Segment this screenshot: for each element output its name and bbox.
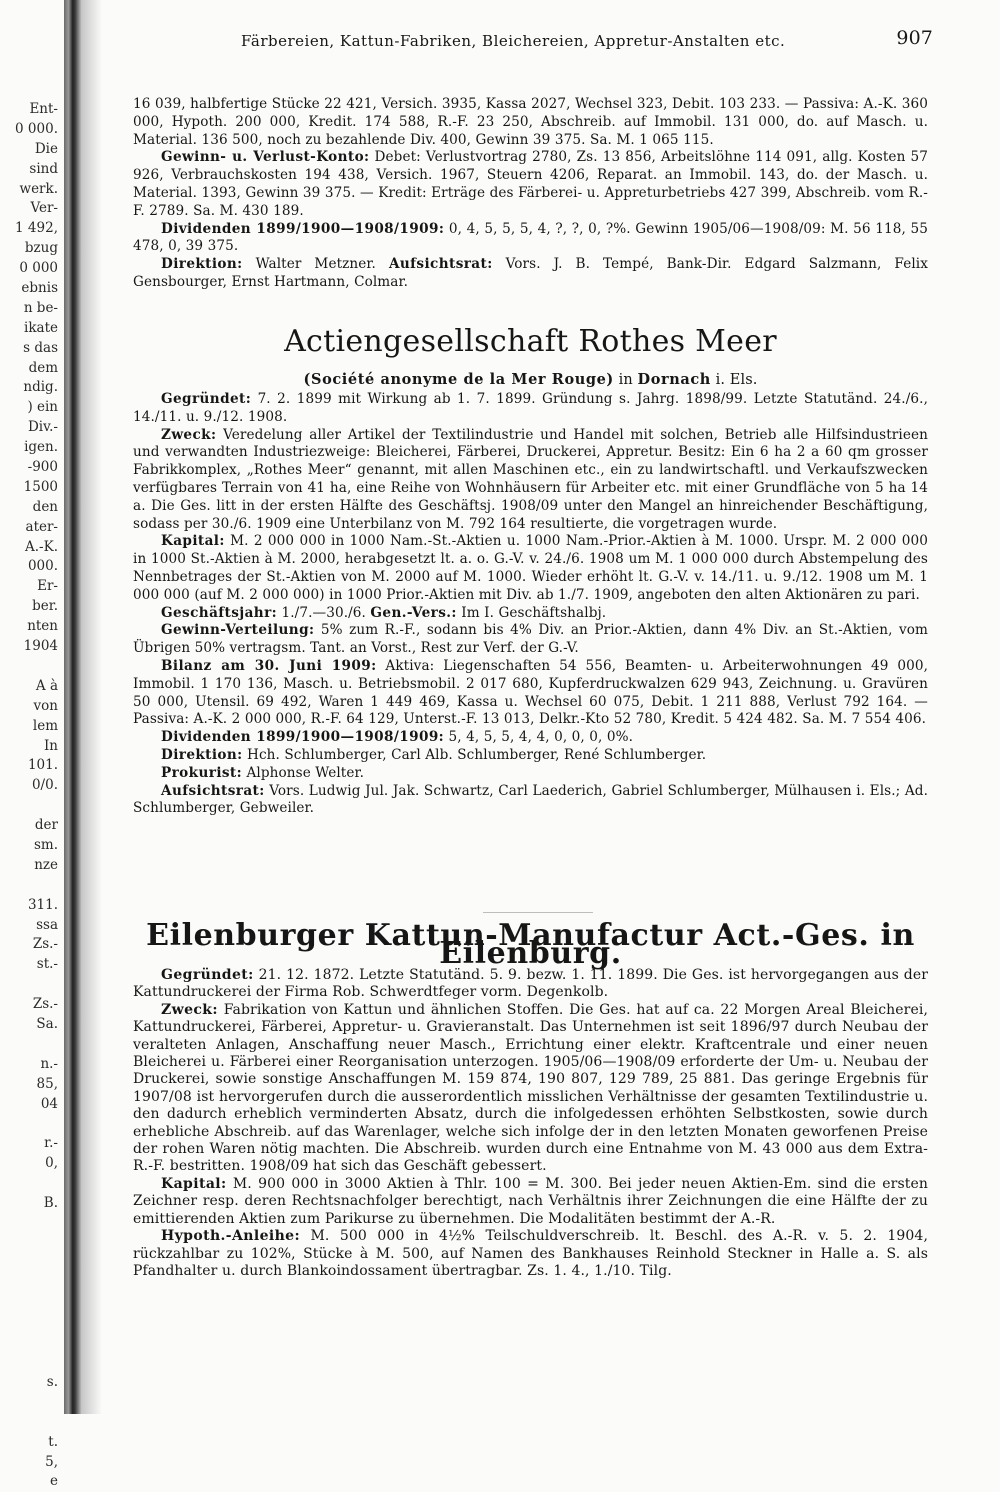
proxy-text: Alphonse Welter. bbox=[246, 764, 365, 781]
balance-label: Bilanz am 30. Juni 1909: bbox=[161, 657, 377, 674]
left-fragment-line bbox=[0, 876, 58, 896]
company1-region: i. Els. bbox=[715, 372, 758, 388]
purpose-label: Zweck: bbox=[161, 1001, 218, 1018]
profit-distribution-label: Gewinn-Verteilung: bbox=[161, 622, 315, 639]
purpose-label: Zweck: bbox=[161, 426, 217, 443]
company1-proxy bbox=[133, 765, 928, 783]
left-fragment-line: ber. bbox=[32, 598, 58, 615]
company2-founded bbox=[133, 967, 928, 1002]
page-number: 907 bbox=[896, 27, 933, 49]
left-fragment-line: 311. bbox=[27, 896, 58, 913]
left-fragment-line: nten bbox=[27, 618, 58, 635]
founded-text: 21. 12. 1872. Letzte Statutänd. 5. 9. bezw. 1. 11. 1899. Die Ges. ist hervorgegangen aus der Kattundruckerei der Firma Rob. Schwerdtfeger vorm. Degenkolb. bbox=[133, 967, 928, 1001]
fiscal-year-text: 1./7.—30./6. bbox=[281, 604, 366, 621]
left-fragment-line: 04 bbox=[40, 1095, 58, 1112]
capital-text: M. 900 000 in 3000 Aktien à Thlr. 100 = M. 300. Bei jeder neuen Aktien-Em. sind die ersten Zeichner resp. deren Rechtsnachfolger berechtigt, nach Verhältnis ihrer Zeichnungen die eine Hälfte der zu emittierenden Aktien zum Parikurse zu übernehmen. Die Modalitäten bestimmt der A.-R. bbox=[133, 1175, 928, 1227]
left-fragment-line: igen. bbox=[24, 439, 58, 456]
company1-supervisory-board bbox=[133, 783, 928, 819]
left-fragment-line: ssa bbox=[36, 916, 58, 933]
left-fragment-line: st.- bbox=[36, 956, 58, 973]
left-fragment-line: In bbox=[43, 737, 58, 754]
founded-text: 7. 2. 1899 mit Wirkung ab 1. 7. 1899. Gründung s. Jahrg. 1898/99. Letzte Statutänd. 24./6., 14./11. u. 9./12. 1908. bbox=[133, 391, 928, 425]
left-fragment-line: Ver- bbox=[30, 200, 58, 217]
book-gutter bbox=[64, 0, 82, 1414]
left-fragment-line: 0/0. bbox=[31, 777, 58, 794]
company1-subtitle bbox=[133, 371, 928, 390]
left-fragment-line: Div.- bbox=[27, 419, 58, 436]
left-fragment-line: 000. bbox=[27, 558, 58, 575]
company2-mortgage-loan bbox=[133, 1228, 928, 1280]
management-entry bbox=[133, 256, 928, 292]
left-fragment-line: ikate bbox=[24, 319, 58, 336]
proxy-label: Prokurist: bbox=[161, 764, 243, 781]
continued-entry bbox=[133, 96, 928, 292]
left-fragment-line: e bbox=[50, 1473, 58, 1490]
company2-entry bbox=[133, 967, 928, 1280]
balance-text: Aktiva: Liegenschaften 54 556, Beamten- u. Arbeiterwohnungen 49 000, Immobil. 1 170 136, Masch. u. Betriebsmobil. 2 017 680, Kupferdruckwalzen 629 943, Zeichnung. u. Gravüren 50 000, Utensil. 69 492, Waren 1 449 469, Kassa u. Wechsel 60 075, Debit. 1 211 888, Verlust 792 164. — Passiva: A.-K. 2 000 000, R.-F. 64 129, Unterst.-F. 13 013, Delkr.-Kto 52 780, Kredit. 5 424 482. Sa. M. 7 554 406. bbox=[133, 657, 928, 728]
company1-fiscal-year bbox=[133, 605, 928, 623]
general-meeting-label: Gen.-Vers.: bbox=[370, 604, 457, 621]
left-fragment-line bbox=[0, 796, 58, 816]
management-text: Walter Metzner. bbox=[255, 256, 376, 273]
left-fragment-line bbox=[0, 1313, 58, 1333]
company1-dividends bbox=[133, 729, 928, 747]
gutter-shadow bbox=[82, 0, 102, 1414]
left-fragment-line: 0 000. bbox=[15, 120, 58, 137]
dividends-text: 5, 4, 5, 5, 4, 4, 0, 0, 0, 0%. bbox=[448, 729, 634, 746]
supervisory-board-label: Aufsichtsrat: bbox=[388, 256, 493, 273]
company2-capital bbox=[133, 1176, 928, 1228]
profit-distribution-text: 5% zum R.-F., sodann bis 4% Div. an Prior.-Aktien, dann 4% Div. an St.-Aktien, vom Übrigen 50% vertragsm. Tant. an Vorst., Rest zur Verf. der G.-V. bbox=[133, 622, 929, 657]
left-fragment-line bbox=[0, 1353, 58, 1373]
left-fragment-line bbox=[0, 1393, 58, 1413]
page-content bbox=[133, 0, 933, 1414]
left-fragment-line: von bbox=[33, 697, 58, 714]
left-fragment-line: 0, bbox=[45, 1155, 58, 1172]
founded-label: Gegründet: bbox=[161, 967, 254, 983]
left-fragment-line: s. bbox=[46, 1374, 58, 1390]
company1-entry bbox=[133, 391, 928, 818]
left-fragment-line bbox=[0, 1174, 58, 1194]
supervisory-board-label: Aufsichtsrat: bbox=[161, 782, 265, 799]
left-fragment-line: 1 492, bbox=[15, 220, 58, 237]
dividends-entry bbox=[133, 221, 928, 257]
left-fragment-line: 0 000 bbox=[19, 260, 58, 277]
left-fragment-line: -900 bbox=[27, 459, 58, 476]
capital-text: M. 2 000 000 in 1000 Nam.-St.-Aktien u. 1000 Nam.-Prior.-Aktien à M. 1000. Urspr. M. 2 000 000 in 1000 St.-Aktien à M. 2000, herabgesetzt lt. a. o. G.-V. v. 24./6. 1908 um M. 1 000 000 durch Abstempelung des Nennbetrages der St.-Aktien von M. 2000 auf M. 1000. Wieder erhöht lt. G.-V. v. 14./11. u. 9./12. 1908 um M. 1 000 000 (auf M. 2 000 000) in 1000 Prior.-Aktien mit Div. ab 1./7. 1909, angeboten den alten Aktionären zu pari. bbox=[133, 533, 929, 603]
founded-label: Gegründet: bbox=[161, 391, 252, 407]
left-fragment-line bbox=[0, 1333, 58, 1353]
profit-loss-label: Gewinn- u. Verlust-Konto: bbox=[161, 149, 370, 166]
supervisory-board-text: Vors. J. B. Tempé, Bank-Dir. Edgard Salzmann, Felix Gensbourger, Ernst Hartmann, Colmar. bbox=[133, 256, 929, 290]
left-fragment-line: Ent- bbox=[29, 101, 58, 117]
left-fragment-line: ater- bbox=[25, 518, 58, 535]
profit-loss-text: Debet: Verlustvortrag 2780, Zs. 13 856, Arbeitslöhne 114 091, allg. Kosten 57 926, Verbrauchskosten 194 438, Versich. 1967, Steuern 4206, Reparat. an Immobil. 143, do. der Masch. u. Material. 1393, Gewinn 39 375. — Kredit: Erträge des Färberei- u. Appreturbetriebs 427 399, Abschreib. vom R.-F. 2789. Sa. M. 430 189. bbox=[133, 149, 928, 219]
left-fragment-line: 85, bbox=[36, 1075, 58, 1092]
left-fragment-line: Sa. bbox=[36, 1015, 58, 1032]
left-fragment-line: 5, bbox=[45, 1453, 58, 1470]
supervisory-board-text: Vors. Ludwig Jul. Jak. Schwartz, Carl Laederich, Gabriel Schlumberger, Mülhausen i. Els.; Ad. Schlumberger, Gebweiler. bbox=[133, 782, 928, 817]
left-fragment-line: werk. bbox=[19, 180, 58, 197]
dividends-label: Dividenden 1899/1900—1908/1909: bbox=[161, 729, 445, 746]
left-fragment-line: B. bbox=[43, 1194, 58, 1211]
running-head: Färbereien, Kattun-Fabriken, Bleichereien, Appretur-Anstalten etc. bbox=[241, 32, 786, 50]
left-fragment-line: der bbox=[34, 817, 58, 834]
left-fragment-line: 1500 bbox=[23, 478, 58, 495]
company1-management bbox=[133, 747, 928, 765]
left-fragment-line bbox=[0, 1254, 58, 1274]
company1-purpose bbox=[133, 427, 928, 534]
company1-founded bbox=[133, 391, 928, 427]
mortgage-loan-label: Hypoth.-Anleihe: bbox=[161, 1228, 301, 1245]
company2-purpose bbox=[133, 1002, 928, 1176]
left-fragment-line bbox=[0, 975, 58, 995]
left-fragment-line: dem bbox=[28, 359, 58, 376]
management-label: Direktion: bbox=[161, 256, 243, 273]
left-fragment-line: ) ein bbox=[27, 399, 58, 416]
section-divider bbox=[483, 912, 593, 913]
management-label: Direktion: bbox=[161, 746, 243, 763]
left-fragment-line bbox=[0, 1234, 58, 1254]
left-fragment-line bbox=[0, 1214, 58, 1234]
left-fragment-line: n be- bbox=[23, 299, 58, 316]
left-fragment-line: s das bbox=[23, 339, 58, 356]
left-fragment-line: Er- bbox=[37, 578, 58, 595]
left-fragment-line: ndig. bbox=[23, 379, 58, 396]
left-fragment-line: Zs.- bbox=[32, 936, 58, 953]
left-fragment-line: 1904 bbox=[23, 638, 58, 655]
left-fragment-line: n.- bbox=[40, 1055, 58, 1072]
left-fragment-line bbox=[0, 1413, 58, 1433]
management-text: Hch. Schlumberger, Carl Alb. Schlumberger, René Schlumberger. bbox=[247, 746, 707, 763]
left-fragment-line bbox=[0, 1114, 58, 1134]
left-fragment-line bbox=[0, 1274, 58, 1294]
dividends-text: 0, 4, 5, 5, 5, 4, ?, ?, 0, ?%. Gewinn 1905/06—1908/09: M. 56 118, 55 478, 0, 39 375. bbox=[133, 220, 928, 255]
company1-balance bbox=[133, 658, 928, 729]
left-fragment-line: sind bbox=[29, 160, 58, 177]
left-fragment-line: Zs.- bbox=[32, 996, 58, 1013]
dividends-label: Dividenden 1899/1900—1908/1909: bbox=[161, 220, 445, 237]
fiscal-year-label: Geschäftsjahr: bbox=[161, 604, 278, 621]
left-fragment-line: 101. bbox=[27, 757, 58, 774]
purpose-text: Fabrikation von Kattun und ähnlichen Stoffen. Die Ges. hat auf ca. 22 Morgen Areal Bleicherei, Kattundruckerei, Färberei, Appretur- u. Gravieranstalt. Das Unternehmen ist seit 1896/97 durch Neubau der veralteten Anlagen, Anschaffung neuer Masch., Errichtung einer elektr. Kraftcentrale und einer neuen Bleicherei u. Färberei einer Reorganisation unterzogen. 1905/06—1908/09 erforderte der Um- u. Neubau der Druckerei, sowie sonstige Anschaffungen M. 159 874, 190 807, 129 789, 25 881. Das geringe Ergebnis für 1907/08 ist hervorgerufen durch die ausserordentlich misslichen Verhältnisse der gesamten Textilindustrie u. den dadurch erheblich verminderten Absatz, durch die infolgedessen erhöhten Selbstkosten, sowie durch erhebliche Abschreib. auf das Warenlager, welche sich infolge der in den letzten Monaten geworfenen Preise der rohen Waren nötig machten. Die Abschreib. wurden durch eine Entnahme von M. 43 000 aus dem Extra-R.-F. bestritten. 1908/09 hat sich das Geschäft gebessert. bbox=[133, 1001, 928, 1175]
left-page-fragment bbox=[0, 100, 58, 1490]
left-fragment-line: den bbox=[32, 498, 58, 515]
purpose-text: Veredelung aller Artikel der Textilindustrie und Handel mit solchen, Betrieb alle Hilfsindustrieen und verwandten Industriezweige: Bleicherei, Färberei, Druckerei, Appretur. Besitz: Ein 6 ha 2 a 60 qm grosser Fabrikkomplex, „Rothes Meer“ genannt, mit allen Maschinen etc., ein zu landwirtschaftl. und Verkaufszwecken verfügbares Terrain von 41 ha, eine Reihe von Wohnhäusern für Arbeiter etc. mit einer Grundfläche von 5 ha 14 a. Die Ges. litt in der ersten Hälfte des Geschäftsj. 1908/09 unter den Mangel an hinreichender Beschäftigung, sodass per 30./6. 1909 eine Unterbilanz von M. 792 164 resultierte, die vorgetragen wurde. bbox=[133, 426, 928, 532]
general-meeting-text: Im I. Geschäftshalbj. bbox=[461, 604, 607, 621]
left-fragment-line: Die bbox=[34, 140, 58, 157]
profit-loss-account bbox=[133, 149, 928, 220]
company1-title: Actiengesellschaft Rothes Meer bbox=[284, 324, 777, 359]
company1-profit-distribution bbox=[133, 622, 928, 658]
left-fragment-line: A.-K. bbox=[25, 538, 58, 555]
left-fragment-line: t. bbox=[48, 1433, 58, 1450]
company1-french-name: (Société anonyme de la Mer Rouge) bbox=[303, 371, 614, 388]
capital-label: Kapital: bbox=[161, 533, 225, 550]
company1-place: Dornach bbox=[637, 371, 711, 388]
left-fragment-line: nze bbox=[34, 856, 58, 873]
left-fragment-line: A à bbox=[35, 677, 58, 694]
capital-label: Kapital: bbox=[161, 1175, 227, 1192]
left-fragment-line: ebnis bbox=[21, 280, 58, 297]
left-fragment-line: r.- bbox=[44, 1135, 58, 1152]
left-fragment-line: sm. bbox=[33, 836, 58, 853]
mortgage-loan-text: M. 500 000 in 4½% Teilschuldverschreib. lt. Beschl. des A.-R. v. 5. 2. 1904, rückzahlbar zu 102%, Stücke à M. 500, auf Namen des Bankhauses Reinhold Steckner in Halle a. S. als Pfandhalter u. durch Blankoindossament übertragbar. Zs. 1. 4., 1./10. Tilg. bbox=[133, 1228, 928, 1279]
company1-capital bbox=[133, 533, 928, 604]
left-fragment-line bbox=[0, 1293, 58, 1313]
company1-subtitle-in: in bbox=[618, 372, 633, 388]
company2-title: Eilenburger Kattun-Manufactur Act.-Ges. in Eilenburg. bbox=[146, 918, 915, 971]
balance-continuation: 16 039, halbfertige Stücke 22 421, Versich. 3935, Kassa 2027, Wechsel 323, Debit. 103 233. — Passiva: A.-K. 360 000, Hypoth. 200 000, Kredit. 174 588, R.-F. 23 250, Abschreib. auf Immobil. 131 000, do. auf Masch. u. Material. 136 500, noch zu bezahlende Div. 400, Gewinn 39 375. Sa. M. 1 065 115. bbox=[133, 96, 928, 148]
left-fragment-line bbox=[0, 657, 58, 677]
left-fragment-line: bzug bbox=[24, 240, 58, 257]
left-fragment-line: lem bbox=[32, 717, 58, 734]
left-fragment-line bbox=[0, 1035, 58, 1055]
